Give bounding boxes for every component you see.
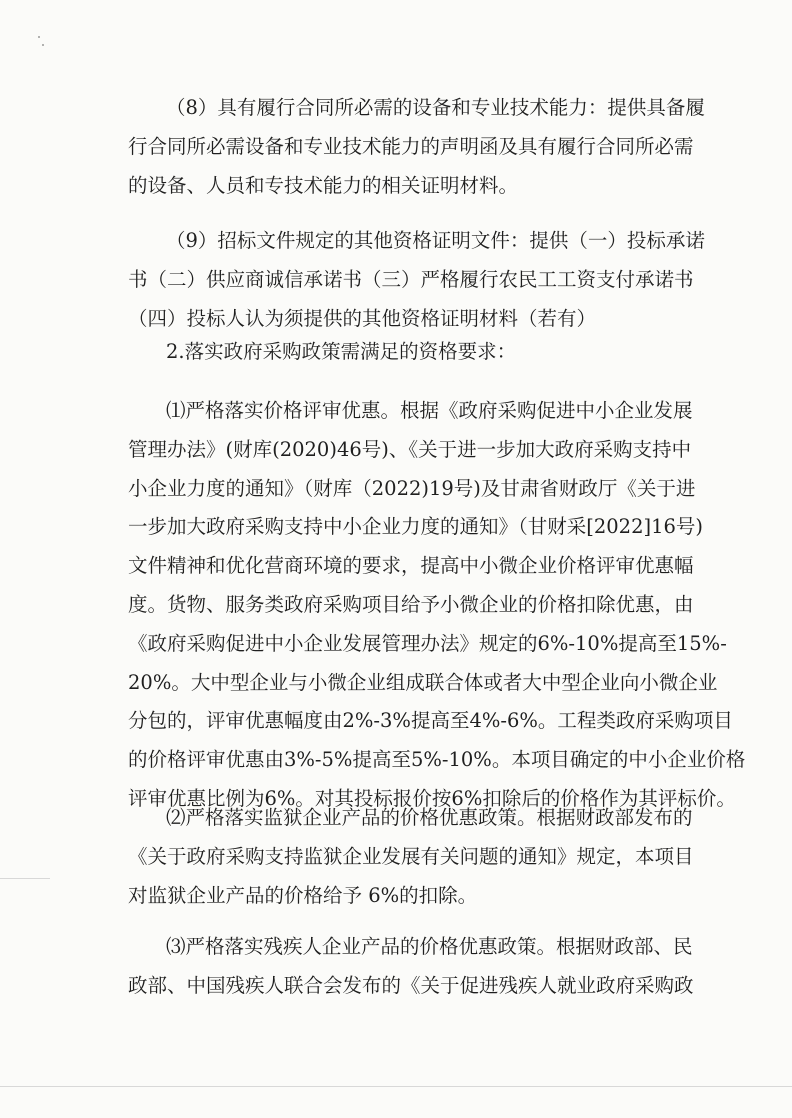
scan-speck: [42, 44, 44, 46]
text-line: 文件精神和优化营商环境的要求，提高中小微企业价格评审优惠幅: [128, 554, 694, 578]
paragraph-item-9: [128, 222, 705, 338]
paragraph-policy-3: [128, 928, 694, 1006]
text-line: 书（二）供应商诚信承诺书（三）严格履行农民工工资支付承诺书: [128, 267, 694, 291]
text-line: 的设备、人员和专技术能力的相关证明材料。: [128, 173, 519, 197]
text-line: 小企业力度的通知》（财库（2022)19号)及甘肃省财政厅《关于进: [128, 476, 696, 500]
paragraph-policy-2: [128, 799, 694, 915]
text-line: 20%。大中型企业与小微企业组成联合体或者大中型企业向小微企业: [128, 670, 718, 694]
text-line: 一步加大政府采购支持中小企业力度的通知》（甘财采[2022]16号): [128, 515, 704, 539]
text-line: 《关于政府采购支持监狱企业发展有关问题的通知》规定，本项目: [128, 844, 694, 868]
text-line: 度。货物、服务类政府采购项目给予小微企业的价格扣除优惠，由: [128, 592, 694, 616]
text-line: 对监狱企业产品的价格给予 6%的扣除。: [128, 883, 478, 907]
section-2-heading: [128, 333, 676, 372]
paragraph-policy-1: [128, 392, 746, 819]
text-line: 政部、中国残疾人联合会发布的《关于促进残疾人就业政府采购政: [128, 973, 694, 997]
text-line: ⑵严格落实监狱企业产品的价格优惠政策。根据财政部发布的: [166, 806, 693, 829]
heading-text: 2.落实政府采购政策需满足的资格要求：: [166, 340, 517, 363]
text-line: 的价格评审优惠由3%-5%提高至5%-10%。本项目确定的中小企业价格: [128, 748, 746, 772]
text-line: 分包的，评审优惠幅度由2%-3%提高至4%-6%。工程类政府采购项目: [128, 709, 733, 733]
scan-speck: [38, 36, 40, 38]
text-line: （9）招标文件规定的其他资格证明文件：提供（一）投标承诺: [166, 229, 705, 252]
text-line: ⑶严格落实残疾人企业产品的价格优惠政策。根据财政部、民: [166, 935, 693, 958]
text-line: 行合同所必需设备和专业技术能力的声明函及具有履行合同所必需: [128, 134, 694, 158]
scan-artifact-line: [0, 878, 50, 879]
paragraph-item-8: [128, 89, 705, 205]
text-line: 评审优惠比例为6%。对其投标报价按6%扣除后的价格作为其评标价。: [128, 786, 736, 810]
text-line: ⑴严格落实价格评审优惠。根据《政府采购促进中小企业发展: [166, 399, 693, 422]
scan-artifact-line: [0, 1086, 792, 1087]
text-line: （四）投标人认为须提供的其他资格证明材料（若有）: [128, 306, 597, 330]
text-line: （8）具有履行合同所必需的设备和专业技术能力：提供具备履: [166, 96, 705, 119]
text-line: 管理办法》(财库(2020)46号)、《关于进一步加大政府采购支持中: [128, 437, 692, 461]
text-line: 《政府采购促进中小企业发展管理办法》规定的6%-10%提高至15%-: [128, 631, 727, 655]
